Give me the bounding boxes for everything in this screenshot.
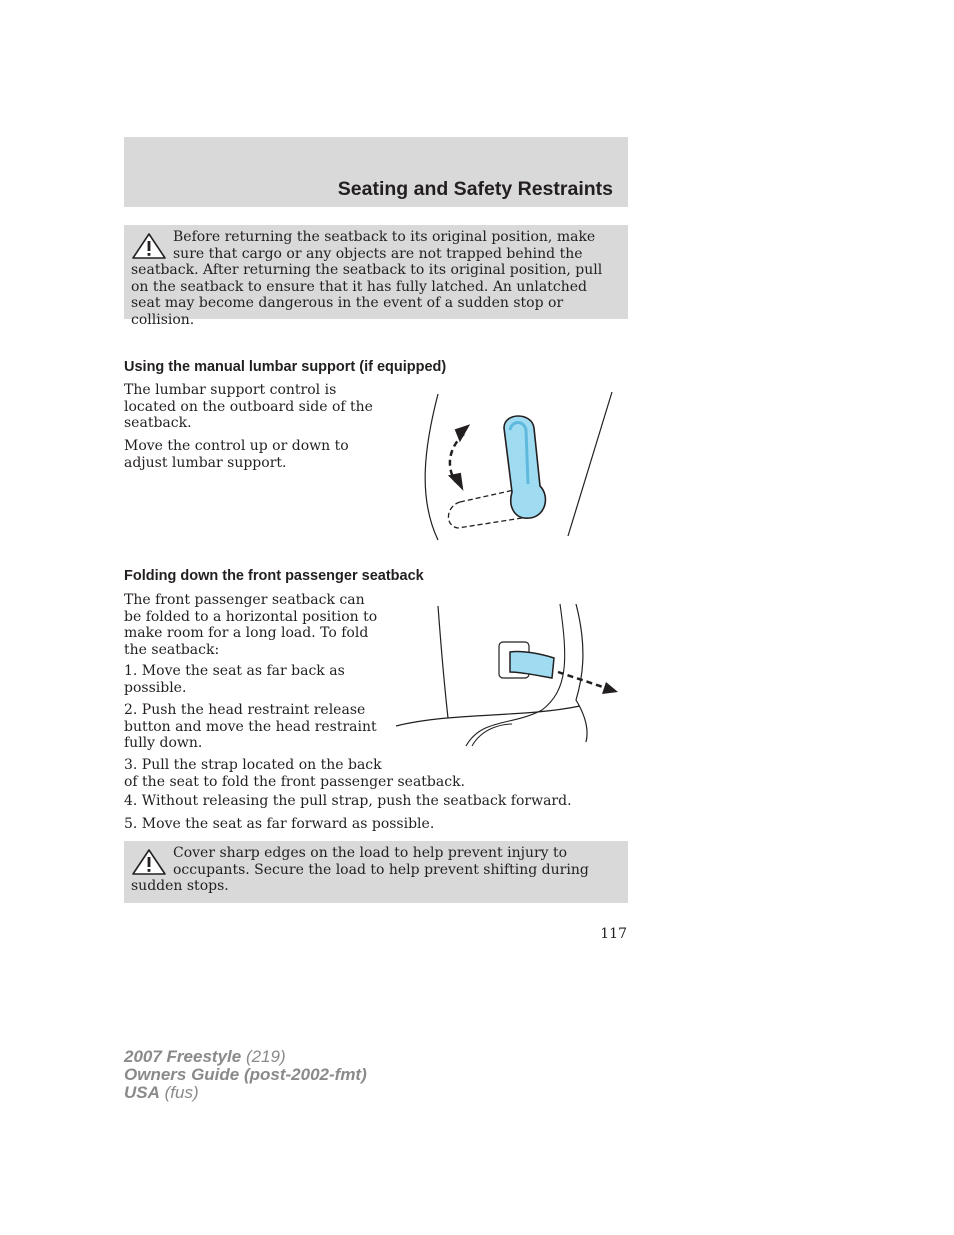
seatback-strap-illustration: [392, 600, 624, 750]
footer-line-1: [124, 1048, 367, 1066]
footer-model-code: (219): [245, 1047, 286, 1066]
warning-triangle-icon: [131, 232, 167, 260]
folding-step-2: 2. Push the head restraint release button and move the head restraint fully down.: [124, 702, 377, 751]
footer-market: USA: [124, 1083, 160, 1102]
warning-box-load: [124, 841, 628, 903]
warning-triangle-icon: [131, 848, 167, 876]
footer-line-2: [124, 1066, 367, 1084]
footer-market-code: (fus): [164, 1083, 199, 1102]
folding-step-3-line-2: of the seat to fold the front passenger seatback.: [124, 773, 466, 790]
footer-line-3: [124, 1084, 367, 1102]
footer-guide: Owners Guide (post-2002-fmt): [124, 1065, 367, 1084]
folding-step-3: [124, 757, 604, 790]
folding-step-1: 1. Move the seat as far back as possible.: [124, 663, 345, 696]
footer-model: 2007 Freestyle: [124, 1047, 242, 1066]
folding-intro: The front passenger seatback can be folded to a horizontal position to make room for a long load. To fold the seatback:: [124, 592, 378, 658]
lumbar-para-2: Move the control up or down to adjust lumbar support.: [124, 438, 349, 471]
header-band: [124, 137, 628, 207]
warning-text: Cover sharp edges on the load to help prevent injury to occupants. Secure the load to help prevent shifting during sudden stops.: [131, 845, 589, 894]
warning-box-seatback: [124, 225, 628, 328]
document-footer: [124, 1048, 367, 1102]
lumbar-control-illustration: [410, 388, 620, 544]
page-number: 117: [600, 926, 627, 942]
warning-text: Before returning the seatback to its original position, make sure that cargo or any objects are not trapped behind the seatback. After returning the seatback to its original position, pull on the seatback to ensure that it has fully latched. An unlatched seat may become dangerous in the event of a sudden stop or collision.: [131, 229, 603, 328]
lumbar-heading: Using the manual lumbar support (if equipped): [124, 359, 447, 375]
folding-step-5: 5. Move the seat as far forward as possible.: [124, 816, 435, 832]
lumbar-para-1: The lumbar support control is located on the outboard side of the seatback.: [124, 382, 373, 431]
folding-step-4: 4. Without releasing the pull strap, push the seatback forward.: [124, 793, 572, 809]
folding-step-3-line-1: 3. Pull the strap located on the back: [124, 757, 382, 773]
folding-heading: Folding down the front passenger seatback: [124, 568, 424, 584]
page-title: Seating and Safety Restraints: [337, 178, 613, 200]
